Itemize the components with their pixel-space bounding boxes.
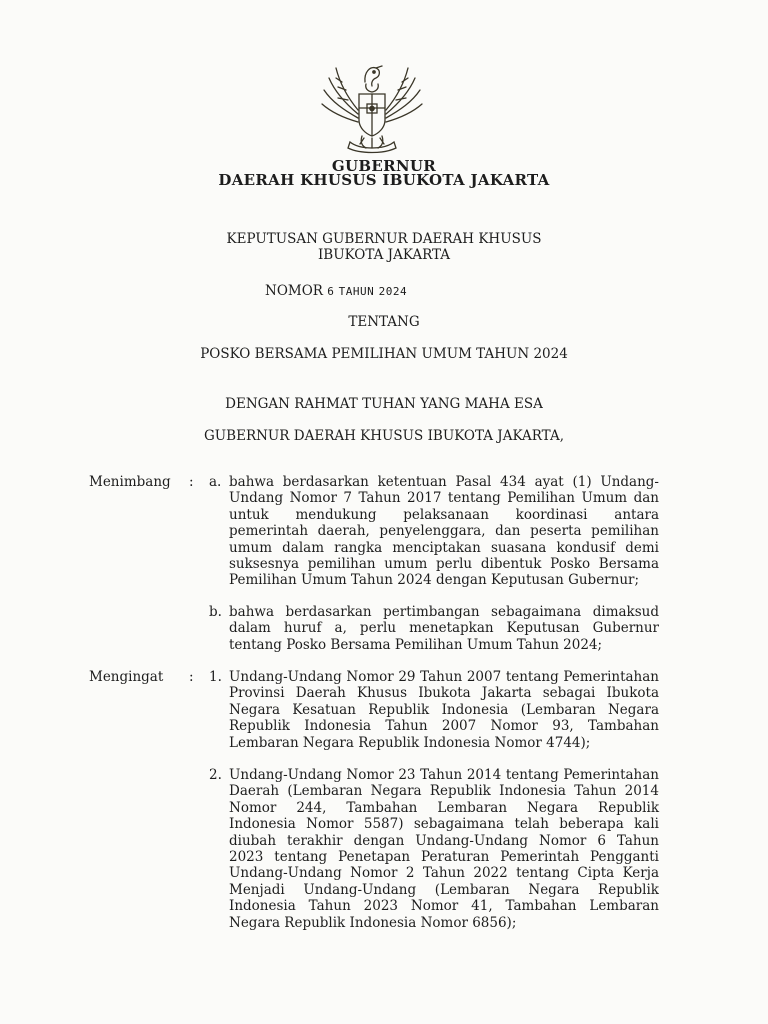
nomor-label: NOMOR — [265, 283, 323, 299]
item-marker: b. — [209, 604, 222, 620]
item-text — [229, 474, 659, 589]
decree-title-line1: KEPUTUSAN GUBERNUR DAERAH KHUSUS — [226, 231, 542, 247]
text-line: Menjadi Undang-Undang (Lembaran Negara Republik — [229, 881, 659, 898]
issuing-authority: GUBERNUR DAERAH KHUSUS IBUKOTA JAKARTA, — [204, 428, 564, 444]
item-marker: a. — [209, 474, 222, 490]
text-line: Undang Nomor 7 Tahun 2017 tentang Pemilihan Umum dan — [229, 490, 659, 507]
tahun-label: TAHUN — [338, 285, 375, 298]
province-title: DAERAH KHUSUS IBUKOTA JAKARTA — [218, 171, 550, 189]
menimbang-colon: : — [189, 474, 194, 490]
text-line: umum dalam rangka menciptakan suasana kondusif demi — [229, 539, 659, 556]
item-text — [229, 669, 659, 751]
mengingat-label: Mengingat — [89, 669, 164, 685]
mengingat-item-1 — [209, 669, 659, 751]
text-line: Undang-Undang Nomor 29 Tahun 2007 tentang Pemerintahan — [229, 669, 659, 685]
decree-title-line2: IBUKOTA JAKARTA — [317, 247, 451, 263]
item-marker: 1. — [209, 669, 222, 685]
text-line: bahwa berdasarkan pertimbangan sebagaimana dimaksud — [229, 604, 659, 620]
text-line: Provinsi Daerah Khusus Ibukota Jakarta sebagai Ibukota — [229, 685, 659, 702]
text-line: Nomor 244, Tambahan Lembaran Negara Republik — [229, 799, 659, 816]
decree-number — [265, 283, 407, 299]
menimbang-item-a — [209, 474, 659, 589]
text-line: Republik Indonesia Tahun 2007 Nomor 93, Tambahan — [229, 718, 659, 735]
text-line: bahwa berdasarkan ketentuan Pasal 434 ayat (1) Undang- — [229, 474, 659, 490]
menimbang-label: Menimbang — [89, 474, 171, 490]
text-line: Negara Kesatuan Republik Indonesia (Lembaran Negara — [229, 701, 659, 718]
item-text — [229, 604, 659, 653]
text-line: pemerintah daerah, penyelenggara, dan peserta pemilihan — [229, 523, 659, 540]
menimbang-item-b — [209, 604, 659, 653]
mengingat-colon: : — [189, 669, 194, 685]
tentang-heading: TENTANG — [348, 314, 420, 330]
text-line: tentang Posko Bersama Pemilihan Umum Tahun 2024; — [229, 636, 603, 653]
mengingat-item-2 — [209, 767, 659, 931]
text-line: Daerah (Lembaran Negara Republik Indonesia Tahun 2014 — [229, 783, 659, 800]
text-line: Pemilihan Umum Tahun 2024 dengan Keputusan Gubernur; — [229, 572, 640, 589]
text-line: Undang-Undang Nomor 2 Tahun 2022 tentang Cipta Kerja — [229, 865, 659, 882]
garuda-emblem-icon — [318, 58, 426, 156]
text-line: untuk mendukung pelaksanaan koordinasi antara — [229, 506, 659, 523]
text-line: suksesnya pemilihan umum perlu dibentuk Posko Bersama — [229, 556, 659, 573]
text-line: Lembaran Negara Republik Indonesia Nomor 4744); — [229, 734, 591, 751]
text-line: 2023 tentang Penetapan Peraturan Pemerintah Pengganti — [229, 849, 659, 866]
text-line: Indonesia Tahun 2023 Nomor 41, Tambahan Lembaran — [229, 898, 659, 915]
nomor-value: 6 — [327, 285, 335, 298]
preamble-rahmat: DENGAN RAHMAT TUHAN YANG MAHA ESA — [225, 396, 543, 412]
governor-title: GUBERNUR — [331, 157, 437, 175]
text-line: Undang-Undang Nomor 23 Tahun 2014 tentang Pemerintahan — [229, 767, 659, 783]
text-line: diubah terakhir dengan Undang-Undang Nomor 6 Tahun — [229, 832, 659, 849]
item-text — [229, 767, 659, 931]
decree-subject: POSKO BERSAMA PEMILIHAN UMUM TAHUN 2024 — [200, 346, 568, 362]
text-line: dalam huruf a, perlu menetapkan Keputusan Gubernur — [229, 620, 659, 637]
item-marker: 2. — [209, 767, 222, 783]
text-line: Negara Republik Indonesia Nomor 6856); — [229, 914, 517, 931]
text-line: Indonesia Nomor 5587) sebagaimana telah beberapa kali — [229, 816, 659, 833]
tahun-value: 2024 — [378, 285, 408, 298]
